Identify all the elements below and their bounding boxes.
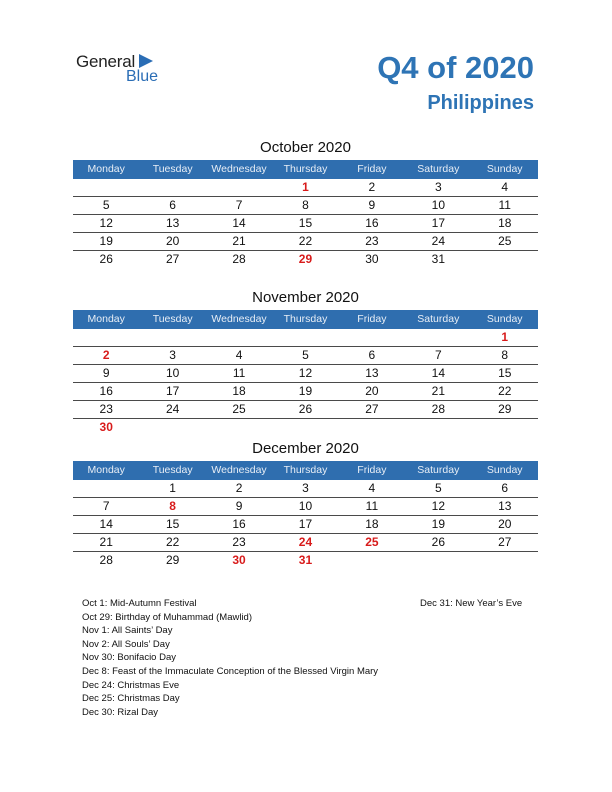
holiday-item: Dec 25: Christmas Day — [82, 693, 180, 705]
week-row — [73, 480, 538, 498]
week-row — [73, 215, 538, 233]
day-cell: 25 — [498, 234, 512, 248]
day-cell: 10 — [431, 198, 445, 212]
day-cell: 29 — [165, 553, 180, 567]
day-cell: 2 — [235, 481, 243, 495]
week-row — [73, 329, 538, 347]
day-cell: 26 — [431, 535, 445, 549]
weekday-label: Monday — [87, 163, 125, 175]
holiday-list-right — [420, 597, 522, 611]
day-cell — [272, 329, 338, 346]
logo-blue-text: Blue — [126, 68, 159, 85]
day-cell: 6 — [501, 481, 509, 495]
day-cell — [405, 329, 471, 346]
day-cell: 11 — [365, 499, 379, 513]
day-cell: 14 — [431, 366, 445, 380]
day-cell — [272, 419, 338, 436]
day-cell: 4 — [501, 180, 509, 194]
day-cell — [206, 419, 272, 436]
day-cell: 4 — [368, 481, 376, 495]
holiday-item: Nov 1: All Saints’ Day — [82, 625, 173, 637]
day-cell: 20 — [498, 517, 512, 531]
day-cell: 21 — [99, 535, 113, 549]
month-november — [73, 288, 538, 436]
day-cell — [206, 329, 272, 346]
day-cell: 28 — [232, 252, 246, 266]
week-row — [73, 552, 538, 569]
week-row — [73, 534, 538, 552]
holiday-item: Dec 8: Feast of the Immaculate Conception of the Blessed Virgin Mary — [82, 665, 379, 677]
weekday-label: Saturday — [417, 464, 460, 476]
day-cell: 4 — [235, 348, 243, 362]
week-row — [73, 365, 538, 383]
day-cell: 11 — [498, 198, 511, 212]
day-cell: 17 — [298, 517, 313, 531]
day-cell: 23 — [99, 402, 113, 416]
weekday-label: Sunday — [486, 464, 523, 476]
day-cell: 20 — [165, 234, 180, 248]
holiday-day-cell: 2 — [102, 348, 110, 362]
day-cell — [139, 419, 205, 436]
day-cell — [73, 179, 139, 196]
holiday-list — [82, 597, 378, 719]
day-cell: 9 — [102, 366, 110, 380]
week-row — [73, 251, 538, 268]
day-cell: 16 — [232, 517, 246, 531]
day-cell: 9 — [368, 198, 376, 212]
holiday-item: Nov 30: Bonifacio Day — [82, 652, 176, 664]
day-cell: 27 — [165, 252, 180, 266]
day-cell: 6 — [368, 348, 376, 362]
day-cell: 10 — [298, 499, 313, 513]
day-cell: 15 — [165, 517, 180, 531]
day-cell: 3 — [434, 180, 442, 194]
weekday-label: Wednesday — [211, 313, 267, 325]
day-cell: 5 — [302, 348, 309, 362]
day-cell: 19 — [298, 384, 313, 398]
day-cell: 7 — [434, 348, 442, 362]
day-cell: 12 — [99, 216, 113, 230]
day-cell — [139, 329, 205, 346]
weekday-label: Friday — [357, 464, 387, 476]
day-cell: 9 — [235, 499, 243, 513]
holiday-day-cell: 1 — [501, 330, 509, 344]
holiday-day-cell: 1 — [302, 180, 309, 194]
week-row — [73, 498, 538, 516]
day-cell: 5 — [102, 198, 110, 212]
day-cell: 22 — [298, 234, 313, 248]
day-cell — [405, 419, 471, 436]
weekday-label: Monday — [87, 313, 125, 325]
day-cell: 22 — [165, 535, 180, 549]
weekday-label: Thursday — [283, 464, 328, 476]
day-cell: 30 — [365, 252, 379, 266]
day-cell — [339, 552, 405, 569]
weekday-header — [73, 310, 538, 329]
day-cell: 17 — [165, 384, 180, 398]
month-december — [73, 439, 538, 569]
week-row — [73, 419, 538, 436]
logo — [76, 52, 196, 88]
weekday-label: Monday — [87, 464, 125, 476]
day-cell: 28 — [99, 553, 113, 567]
day-cell — [73, 329, 139, 346]
day-cell: 26 — [99, 252, 113, 266]
holiday-item: Dec 24: Christmas Eve — [82, 679, 180, 691]
holiday-day-cell: 24 — [298, 535, 313, 549]
day-cell: 5 — [434, 481, 442, 495]
holiday-item: Nov 2: All Souls’ Day — [82, 638, 170, 650]
holiday-day-cell: 29 — [298, 252, 313, 266]
week-row — [73, 516, 538, 534]
day-cell: 27 — [365, 402, 379, 416]
day-cell — [73, 480, 139, 497]
day-cell: 16 — [365, 216, 379, 230]
holiday-item: Oct 1: Mid-Autumn Festival — [82, 598, 197, 609]
weekday-label: Friday — [357, 163, 387, 175]
day-cell — [472, 552, 538, 569]
weekday-label: Saturday — [417, 163, 460, 175]
day-cell — [339, 329, 405, 346]
day-cell: 18 — [232, 384, 246, 398]
day-cell: 13 — [365, 366, 379, 380]
day-cell: 10 — [165, 366, 180, 380]
day-cell: 11 — [232, 366, 246, 380]
day-cell: 7 — [235, 198, 243, 212]
week-row — [73, 179, 538, 197]
week-row — [73, 233, 538, 251]
day-cell: 20 — [365, 384, 379, 398]
day-cell: 23 — [365, 234, 379, 248]
day-cell: 25 — [232, 402, 246, 416]
month-october — [73, 138, 538, 268]
day-cell: 1 — [169, 481, 176, 495]
weekday-label: Tuesday — [152, 163, 193, 175]
week-row — [73, 347, 538, 365]
holiday-day-cell: 25 — [365, 535, 379, 549]
weekday-label: Tuesday — [152, 313, 193, 325]
week-row — [73, 401, 538, 419]
day-cell: 3 — [302, 481, 309, 495]
day-cell: 3 — [169, 348, 176, 362]
day-cell: 24 — [431, 234, 445, 248]
day-cell: 28 — [431, 402, 445, 416]
weekday-label: Wednesday — [211, 464, 267, 476]
day-cell: 21 — [431, 384, 445, 398]
day-cell: 7 — [102, 499, 110, 513]
day-cell: 18 — [498, 216, 512, 230]
weekday-label: Wednesday — [211, 163, 267, 175]
holiday-day-cell: 30 — [99, 420, 113, 434]
day-cell — [472, 251, 538, 268]
day-cell: 23 — [232, 535, 246, 549]
day-cell: 31 — [431, 252, 445, 266]
day-cell: 12 — [298, 366, 313, 380]
day-cell: 29 — [498, 402, 512, 416]
month-title: October 2020 — [260, 139, 351, 156]
weekday-label: Thursday — [283, 163, 328, 175]
weekday-label: Friday — [357, 313, 387, 325]
holiday-item: Dec 31: New Year’s Eve — [420, 598, 523, 609]
day-cell: 16 — [99, 384, 113, 398]
weekday-label: Thursday — [283, 313, 328, 325]
day-cell — [472, 419, 538, 436]
day-cell — [206, 179, 272, 196]
day-cell: 19 — [431, 517, 445, 531]
holiday-day-cell: 31 — [298, 553, 313, 567]
day-cell: 19 — [99, 234, 113, 248]
logo-flag-icon — [139, 54, 153, 68]
week-row — [73, 383, 538, 401]
holiday-day-cell: 30 — [232, 553, 246, 567]
day-cell — [339, 419, 405, 436]
day-cell: 13 — [165, 216, 180, 230]
month-title: November 2020 — [252, 289, 359, 306]
day-cell: 24 — [165, 402, 180, 416]
day-cell: 18 — [365, 517, 379, 531]
day-cell — [139, 179, 205, 196]
day-cell: 8 — [501, 348, 509, 362]
day-cell: 13 — [498, 499, 512, 513]
day-cell: 12 — [431, 499, 445, 513]
weekday-header — [73, 160, 538, 179]
day-cell: 8 — [302, 198, 309, 212]
weekday-label: Sunday — [486, 163, 523, 175]
day-cell: 17 — [431, 216, 445, 230]
holiday-item: Dec 30: Rizal Day — [82, 706, 159, 718]
day-cell: 27 — [498, 535, 512, 549]
day-cell: 14 — [232, 216, 246, 230]
month-title: December 2020 — [252, 440, 359, 457]
weekday-header — [73, 461, 538, 480]
day-cell: 26 — [298, 402, 313, 416]
weekday-label: Saturday — [417, 313, 460, 325]
day-cell: 22 — [498, 384, 512, 398]
holiday-day-cell: 8 — [169, 499, 176, 513]
weekday-label: Sunday — [486, 313, 523, 325]
page-title: Q4 of 2020 — [377, 50, 534, 85]
holiday-item: Oct 29: Birthday of Muhammad (Mawlid) — [82, 611, 253, 623]
day-cell: 21 — [232, 234, 246, 248]
page-subtitle: Philippines — [427, 92, 534, 114]
day-cell: 14 — [99, 517, 113, 531]
day-cell: 2 — [368, 180, 376, 194]
weekday-label: Tuesday — [152, 464, 193, 476]
day-cell: 15 — [298, 216, 313, 230]
day-cell: 6 — [169, 198, 176, 212]
week-row — [73, 197, 538, 215]
logo-general-text: General — [76, 52, 136, 71]
day-cell — [405, 552, 471, 569]
day-cell: 15 — [498, 366, 512, 380]
